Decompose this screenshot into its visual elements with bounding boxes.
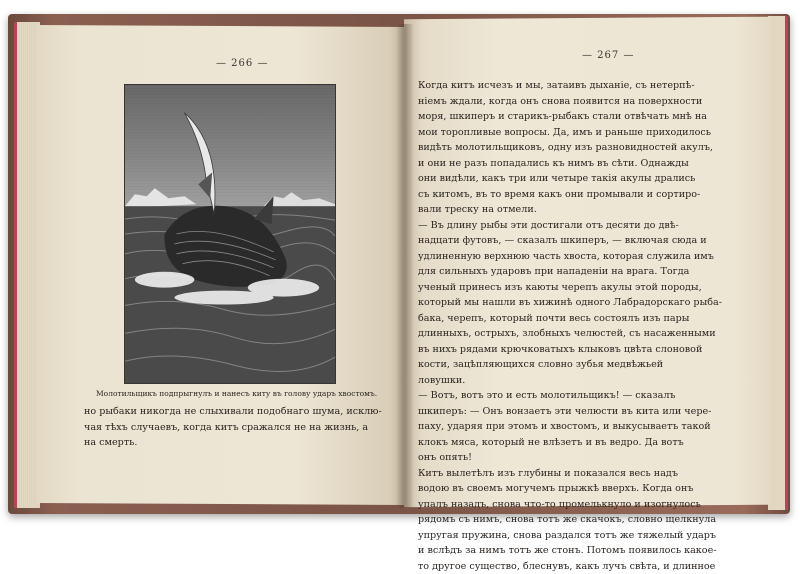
text-line: на смерть. — [84, 435, 384, 451]
text-line: чая тѣхъ случаевъ, когда китъ сражался не на жизнь, а — [84, 420, 384, 436]
text-line: и вслѣдъ за нимъ тотъ же стонъ. Потомъ появилось какое- — [418, 543, 758, 559]
page-edges-right — [768, 16, 788, 510]
text-line: моря, шкиперъ и старикъ-рыбакъ стали отвѣчать мнѣ на — [418, 109, 758, 125]
text-line: упругая пружина, снова раздался тотъ же тяжелый ударъ — [418, 528, 758, 544]
text-line: — Вотъ, вотъ это и есть молотильщикъ! — сказалъ — [418, 388, 758, 404]
text-line: съ китомъ, въ то время какъ они промывали и сортиро- — [418, 187, 758, 203]
text-line: Китъ вылетѣлъ изъ глубины и показался весь надъ — [418, 466, 758, 482]
text-line: и они не разъ попадались къ нимъ въ сѣти. Однажды — [418, 156, 758, 172]
text-line: въ нихъ рядами крючковатыхъ клыковъ цвѣта слоновой — [418, 342, 758, 358]
text-line: рядомъ съ нимъ, снова тотъ же скачокъ, словно щелкнула — [418, 512, 758, 528]
text-line: удлиненную верхнюю часть хвоста, которая служила имъ — [418, 249, 758, 265]
text-line: шкиперъ: — Онъ вонзаетъ эти челюсти въ кита или чере- — [418, 404, 758, 420]
text-line: мои торопливые вопросы. Да, имъ и раньше приходилось — [418, 125, 758, 141]
text-line: надцати футовъ, — сказалъ шкиперъ, — включая сюда и — [418, 233, 758, 249]
text-line: то другое существо, блеснувъ, какъ лучъ свѣта, и длинное — [418, 559, 758, 574]
text-line: который мы нашли въ хижинѣ одного Лабрадорскаго рыба- — [418, 295, 758, 311]
text-line: кости, зацѣпляющихся словно зубья медвѣжьей — [418, 357, 758, 373]
text-line: водою въ своемъ могучемъ прыжкѣ вверхъ. Когда онъ — [418, 481, 758, 497]
illustration-caption: Молотильщикъ подпрыгнулъ и нанесъ киту въ голову ударъ хвостомъ. — [96, 389, 376, 398]
text-line: они видѣли, какъ три или четыре такія акулы дрались — [418, 171, 758, 187]
text-line: длинныхъ, острыхъ, злобныхъ челюстей, съ насаженными — [418, 326, 758, 342]
text-line: ніемъ ждали, когда онъ снова появится на поверхности — [418, 94, 758, 110]
text-line: онъ опять! — [418, 450, 758, 466]
text-line: ловушки. — [418, 373, 758, 389]
text-line: для сильныхъ ударовъ при нападеніи на врага. Тогда — [418, 264, 758, 280]
text-line: клокъ мяса, который не влѣзетъ и въ ведро. Да вотъ — [418, 435, 758, 451]
text-line: видѣть молотильщиковъ, одну изъ разновидностей акулъ, — [418, 140, 758, 156]
left-page-text — [84, 404, 384, 451]
text-line: но рыбаки никогда не слыхивали подобнаго шума, исклю- — [84, 404, 384, 420]
right-page-text — [418, 78, 758, 574]
whale-engraving — [124, 84, 336, 384]
left-page-number: — 266 — — [216, 58, 268, 69]
text-line: Когда китъ исчезъ и мы, затаивъ дыханіе, съ нетерпѣ- — [418, 78, 758, 94]
text-line: — Въ длину рыбы эти достигали отъ десяти до двѣ- — [418, 218, 758, 234]
right-page-number: — 267 — — [582, 50, 634, 61]
text-line: бака, черепъ, который почти весь состоялъ изъ пары — [418, 311, 758, 327]
text-line: ученый принесъ изъ каюты черепъ акулы этой породы, — [418, 280, 758, 296]
book-gutter — [396, 24, 414, 508]
text-line: вали треску на отмели. — [418, 202, 758, 218]
text-line: упалъ назадъ, снова что-то промелькнуло и изогнулось — [418, 497, 758, 513]
text-line: паху, ударяя при этомъ и хвостомъ, и выкусываетъ такой — [418, 419, 758, 435]
